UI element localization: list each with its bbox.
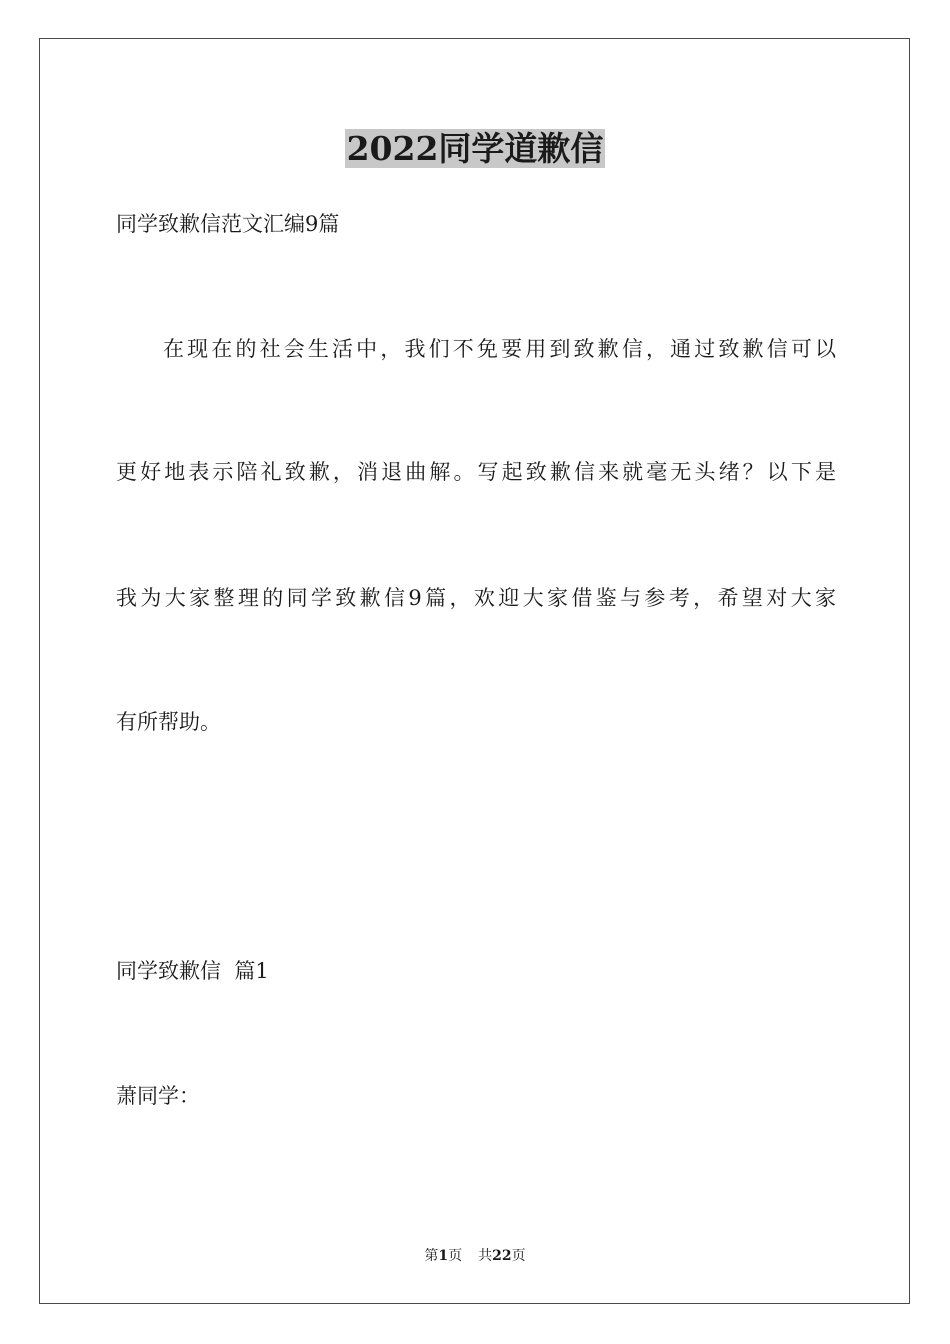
footer-page-total: 22 bbox=[492, 1248, 512, 1264]
footer-total-unit: 页 bbox=[511, 1248, 526, 1264]
intro-line-1: 在现在的社会生活中，我们不免要用到致歉信，通过致歉信可以 bbox=[163, 337, 836, 361]
salutation: 萧同学： bbox=[116, 1084, 200, 1108]
section-heading: 同学致歉信 篇1 bbox=[116, 959, 269, 983]
intro-line-2: 更好地表示陪礼致歉，消退曲解。写起致歉信来就毫无头绪？以下是 bbox=[116, 460, 836, 484]
page-footer bbox=[0, 1246, 950, 1266]
document-subtitle: 同学致歉信范文汇编9篇 bbox=[116, 212, 340, 236]
footer-page-prefix: 第 bbox=[424, 1248, 439, 1264]
document-title-text: 2022同学道歉信 bbox=[346, 129, 604, 168]
document-title bbox=[0, 128, 950, 170]
footer-total-prefix: 共 bbox=[478, 1248, 493, 1264]
footer-page-unit: 页 bbox=[448, 1248, 463, 1264]
intro-line-4: 有所帮助。 bbox=[116, 710, 221, 734]
footer-page-current: 1 bbox=[438, 1248, 449, 1264]
intro-line-3: 我为大家整理的同学致歉信9篇，欢迎大家借鉴与参考，希望对大家 bbox=[116, 586, 836, 610]
